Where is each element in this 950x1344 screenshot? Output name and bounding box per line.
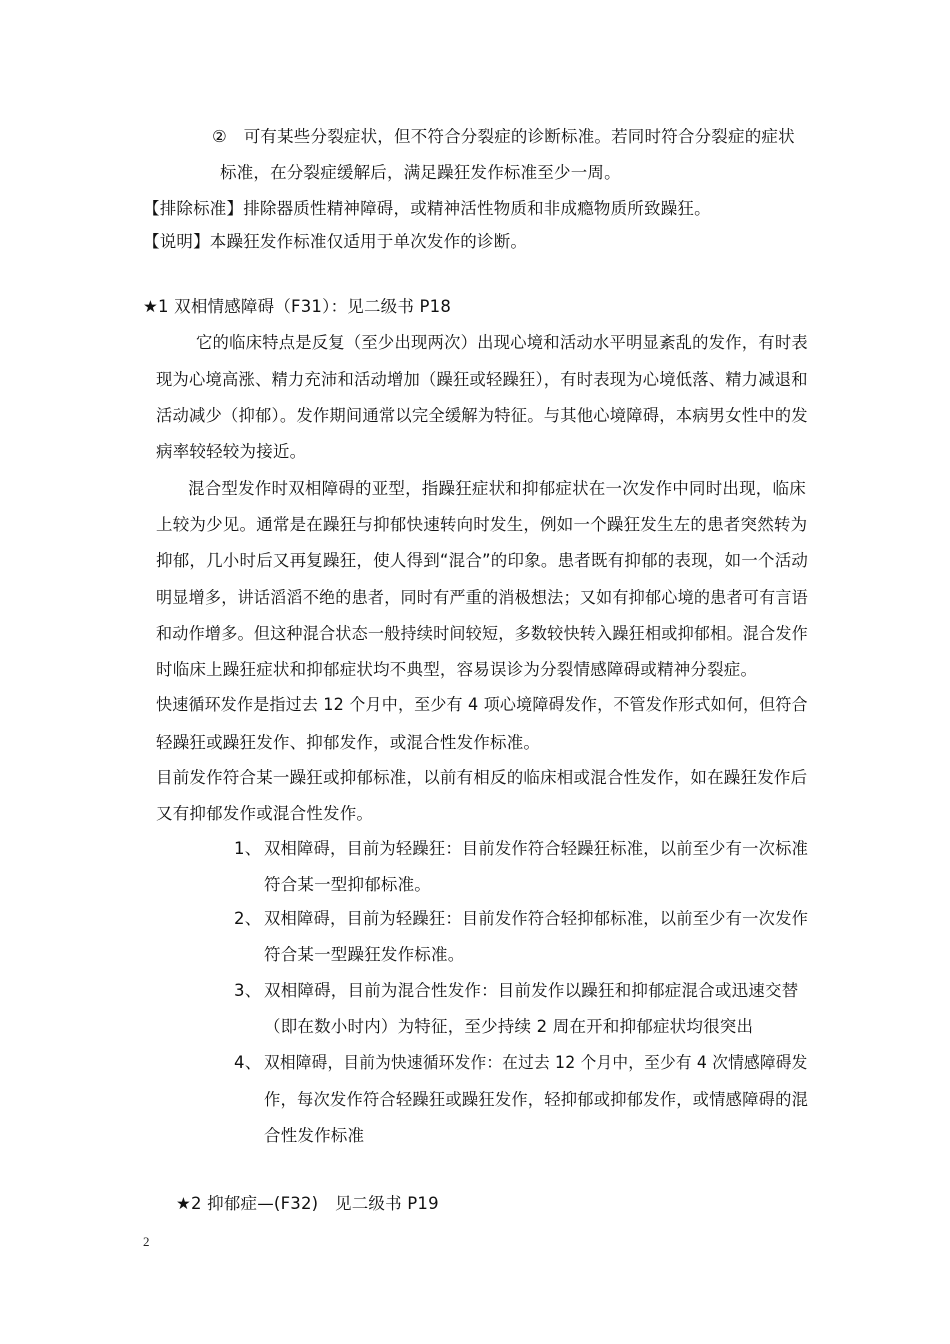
list-item-line: 双相障碍，目前为轻躁狂：目前发作符合轻抑郁标准，以前至少有一次发作: [264, 909, 809, 928]
list-item-line: 合性发作标准: [264, 1126, 365, 1145]
explanation-note: 【说明】本躁狂发作标准仅适用于单次发作的诊断。: [143, 232, 528, 251]
page-number: 2: [143, 1234, 150, 1249]
paragraph-1-line: 它的临床特点是反复（至少出现两次）出现心境和活动水平明显紊乱的发作，有时表: [196, 333, 808, 352]
list-item-number: 2、: [234, 909, 262, 928]
paragraph-2-line: 时临床上躁狂症状和抑郁症状均不典型，容易误诊为分裂情感障碍或精神分裂症。: [156, 660, 758, 679]
paragraph-3-line: 快速循环发作是指过去 12 个月中，至少有 4 项心境障碍发作，不管发作形式如何，但符合: [156, 695, 808, 714]
section-heading-bipolar: ★1 双相情感障碍（F31）：见二级书 P18: [143, 297, 452, 316]
list-item-line: 双相障碍，目前为混合性发作：目前发作以躁狂和抑郁症混合或迅速交替: [264, 981, 799, 1000]
paragraph-4-line: 目前发作符合某一躁狂或抑郁标准，以前有相反的临床相或混合性发作，如在躁狂发作后: [156, 768, 808, 787]
paragraph-1-line: 病率较轻较为接近。: [156, 442, 307, 461]
list-item-line: 符合某一型躁狂发作标准。: [264, 945, 465, 964]
list-item-number: 3、: [234, 981, 262, 1000]
paragraph-2-line: 混合型发作时双相障碍的亚型，指躁狂症状和抑郁症状在一次发作中同时出现，临床: [188, 479, 806, 498]
criteria-item-2-cont: 标准，在分裂症缓解后，满足躁狂发作标准至少一周。: [220, 163, 621, 182]
paragraph-2-line: 明显增多，讲话滔滔不绝的患者，同时有严重的消极想法；又如有抑郁心境的患者可有言语: [156, 588, 808, 607]
list-item-line: （即在数小时内）为特征，至少持续 2 周在开和抑郁症状均很突出: [264, 1017, 754, 1036]
paragraph-2-line: 抑郁，几小时后又再复躁狂，使人得到“混合”的印象。患者既有抑郁的表现，如一个活动: [156, 551, 809, 570]
section-heading-depression: ★2 抑郁症—(F32) 见二级书 P19: [176, 1194, 439, 1213]
list-item-line: 作，每次发作符合轻躁狂或躁狂发作，轻抑郁或抑郁发作，或情感障碍的混: [264, 1090, 809, 1109]
paragraph-4-line: 又有抑郁发作或混合性发作。: [156, 804, 374, 823]
paragraph-1-line: 活动减少（抑郁）。发作期间通常以完全缓解为特征。与其他心境障碍，本病男女性中的发: [156, 406, 808, 425]
list-item-line: 符合某一型抑郁标准。: [264, 875, 431, 894]
criteria-item-2: ② 可有某些分裂症状，但不符合分裂症的诊断标准。若同时符合分裂症的症状: [212, 127, 795, 146]
paragraph-2-line: 和动作增多。但这种混合状态一般持续时间较短，多数较快转入躁狂相或抑郁相。混合发作: [156, 624, 808, 643]
list-item-line: 双相障碍，目前为轻躁狂：目前发作符合轻躁狂标准，以前至少有一次标准: [264, 839, 809, 858]
paragraph-1-line: 现为心境高涨、精力充沛和活动增加（躁狂或轻躁狂），有时表现为心境低落、精力减退和: [156, 370, 808, 389]
exclusion-criteria: 【排除标准】排除器质性精神障碍，或精神活性物质和非成瘾物质所致躁狂。: [143, 199, 711, 218]
paragraph-2-line: 上较为少见。通常是在躁狂与抑郁快速转向时发生，例如一个躁狂发生左的患者突然转为: [156, 515, 808, 534]
list-item-line: 双相障碍，目前为快速循环发作：在过去 12 个月中，至少有 4 次情感障碍发: [264, 1053, 808, 1072]
list-item-number: 1、: [234, 839, 262, 858]
paragraph-3-line: 轻躁狂或躁狂发作、抑郁发作，或混合性发作标准。: [156, 733, 541, 752]
list-item-number: 4、: [234, 1053, 262, 1072]
